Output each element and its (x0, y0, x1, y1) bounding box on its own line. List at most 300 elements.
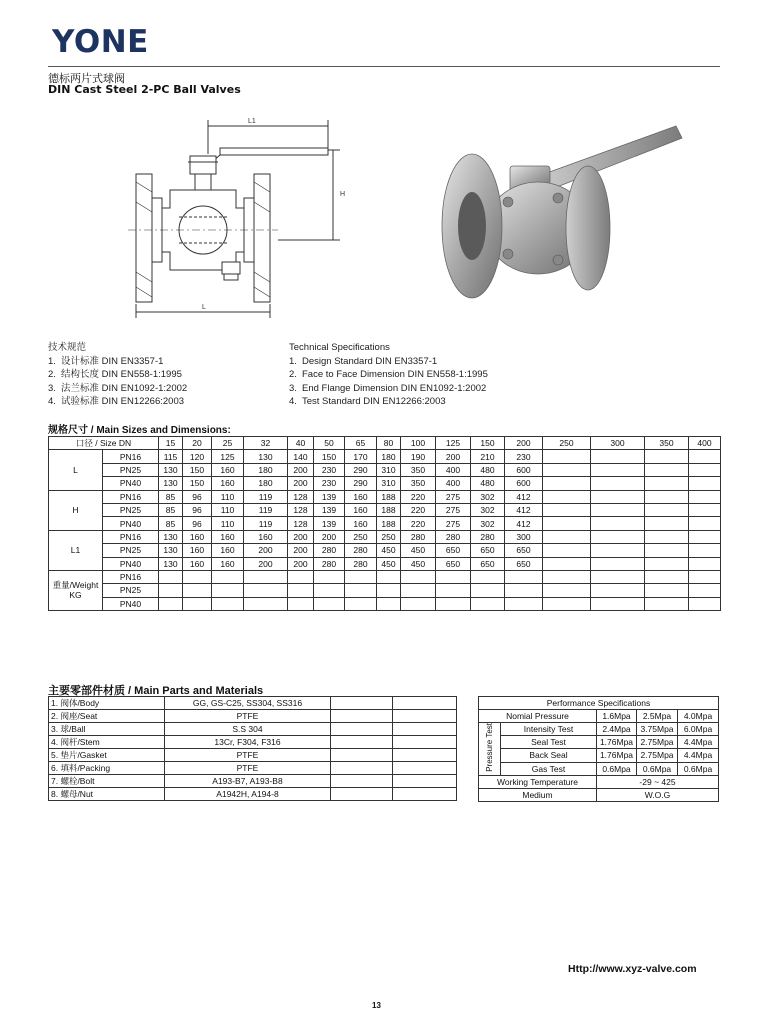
part-material-cell: 13Cr, F304, F316 (165, 736, 331, 749)
dims-value-cell (645, 570, 689, 583)
dims-value-cell: 650 (436, 557, 471, 570)
dims-size-cell: 400 (689, 437, 721, 450)
perf-title: Performance Specifications (479, 697, 719, 710)
table-row (49, 503, 721, 516)
dims-pn-cell: PN40 (103, 557, 159, 570)
dims-value-cell: 128 (288, 503, 314, 516)
dims-value-cell (183, 584, 212, 597)
dims-size-cell: 15 (159, 437, 183, 450)
dims-value-cell (689, 530, 721, 543)
dims-value-cell: 230 (314, 477, 345, 490)
perf-value-cell: 2.5Mpa (637, 710, 678, 723)
dims-value-cell: 280 (314, 544, 345, 557)
dims-value-cell: 110 (212, 490, 244, 503)
dims-value-cell: 200 (244, 544, 288, 557)
dims-value-cell: 119 (244, 517, 288, 530)
dims-value-cell (543, 450, 591, 463)
tech-spec-en-item: 4. Test Standard DIN EN12266:2003 (289, 396, 446, 407)
dims-value-cell: 160 (212, 557, 244, 570)
dims-value-cell: 188 (377, 517, 401, 530)
table-row (49, 710, 457, 723)
dims-value-cell: 130 (159, 477, 183, 490)
empty-cell (331, 762, 393, 775)
dims-value-cell (591, 530, 645, 543)
dims-value-cell (689, 477, 721, 490)
dims-value-cell: 480 (471, 463, 505, 476)
dims-value-cell: 412 (505, 490, 543, 503)
part-material-cell: A193-B7, A193-B8 (165, 775, 331, 788)
dims-value-cell: 96 (183, 503, 212, 516)
part-name-cell: 5. 垫片/Gasket (49, 749, 165, 762)
dims-value-cell: 160 (183, 557, 212, 570)
dims-value-cell: 280 (471, 530, 505, 543)
dims-pn-cell: PN25 (103, 503, 159, 516)
perf-pressure-test-group (479, 723, 501, 776)
dims-value-cell: 125 (212, 450, 244, 463)
dims-size-cell: 25 (212, 437, 244, 450)
dims-size-cell: 250 (543, 437, 591, 450)
dims-value-cell: 275 (436, 503, 471, 516)
dims-value-cell: 160 (212, 463, 244, 476)
table-row (49, 723, 457, 736)
dims-value-cell (689, 517, 721, 530)
part-name-cell: 6. 填料/Packing (49, 762, 165, 775)
dims-value-cell: 130 (159, 530, 183, 543)
part-name-cell: 3. 球/Ball (49, 723, 165, 736)
dims-value-cell (591, 544, 645, 557)
table-row (49, 736, 457, 749)
dims-value-cell: 412 (505, 503, 543, 516)
table-row (49, 490, 721, 503)
dims-value-cell: 450 (401, 557, 436, 570)
dims-value-cell: 160 (345, 490, 377, 503)
dims-value-cell: 200 (288, 463, 314, 476)
dims-value-cell: 85 (159, 490, 183, 503)
perf-temp-label: Working Temperature (479, 775, 597, 788)
dims-value-cell: 139 (314, 517, 345, 530)
dims-value-cell (591, 503, 645, 516)
perf-value-cell: 2.75Mpa (637, 736, 678, 749)
tech-spec-en-item: 2. Face to Face Dimension DIN EN558-1:1995 (289, 369, 488, 380)
dims-value-cell (288, 597, 314, 610)
dims-value-cell: 120 (183, 450, 212, 463)
tech-spec-en-item: 3. End Flange Dimension DIN EN1092-1:2002 (289, 382, 487, 394)
dims-value-cell: 302 (471, 490, 505, 503)
table-row (479, 723, 719, 736)
dims-value-cell (689, 544, 721, 557)
empty-cell (331, 736, 393, 749)
dims-value-cell: 230 (314, 463, 345, 476)
dims-value-cell: 210 (471, 450, 505, 463)
tech-specs-cn-heading: 技术规范 (48, 342, 87, 353)
empty-cell (331, 788, 393, 801)
dims-value-cell (645, 557, 689, 570)
parts-table (48, 696, 457, 801)
dims-size-cell: 200 (505, 437, 543, 450)
part-name-cell: 4. 阀杆/Stem (49, 736, 165, 749)
dims-value-cell: 200 (288, 530, 314, 543)
perf-value-cell: 4.0Mpa (678, 710, 719, 723)
dims-value-cell (591, 597, 645, 610)
dims-value-cell (645, 584, 689, 597)
dims-value-cell (159, 597, 183, 610)
empty-cell (393, 762, 457, 775)
dims-value-cell: 290 (345, 477, 377, 490)
dims-value-cell (591, 450, 645, 463)
dims-value-cell (689, 570, 721, 583)
dims-value-cell: 150 (314, 450, 345, 463)
table-row (479, 749, 719, 762)
empty-cell (331, 723, 393, 736)
dims-value-cell (543, 584, 591, 597)
table-row (49, 544, 721, 557)
dims-pn-cell: PN25 (103, 463, 159, 476)
part-material-cell: PTFE (165, 762, 331, 775)
tech-spec-cn-item: 4. 试验标准 DIN EN12266:2003 (48, 396, 185, 407)
dims-value-cell (645, 503, 689, 516)
part-name-cell: 2. 阀座/Seat (49, 710, 165, 723)
dims-value-cell: 302 (471, 517, 505, 530)
dims-value-cell (689, 557, 721, 570)
dims-pn-cell: PN40 (103, 477, 159, 490)
dims-value-cell (591, 557, 645, 570)
dims-size-cell: 65 (345, 437, 377, 450)
perf-test-label: Back Seal (501, 749, 597, 762)
empty-cell (393, 697, 457, 710)
dims-value-cell (543, 544, 591, 557)
perf-value-cell: 6.0Mpa (678, 723, 719, 736)
dims-size-cell: 150 (471, 437, 505, 450)
dims-header-row (49, 437, 721, 450)
dims-value-cell (212, 570, 244, 583)
dims-value-cell (244, 570, 288, 583)
dims-value-cell: 302 (471, 503, 505, 516)
dims-value-cell (645, 463, 689, 476)
tech-spec-cn-item: 3. 法兰标准 DIN EN1092-1:2002 (48, 382, 188, 394)
dims-value-cell: 412 (505, 517, 543, 530)
dims-value-cell (377, 570, 401, 583)
dims-value-cell (591, 584, 645, 597)
dims-value-cell (689, 450, 721, 463)
dims-value-cell: 115 (159, 450, 183, 463)
dims-value-cell: 310 (377, 463, 401, 476)
dims-value-cell: 200 (244, 557, 288, 570)
dims-value-cell (183, 570, 212, 583)
perf-value-cell: 2.4Mpa (597, 723, 637, 736)
perf-medium-row (479, 788, 719, 801)
dims-value-cell: 110 (212, 503, 244, 516)
dims-value-cell: 650 (471, 557, 505, 570)
perf-test-label: Gas Test (501, 762, 597, 775)
dims-value-cell (543, 503, 591, 516)
title-english: DIN Cast Steel 2-PC Ball Valves (48, 83, 241, 96)
dims-value-cell: 450 (377, 544, 401, 557)
dims-pn-cell: PN16 (103, 490, 159, 503)
dims-value-cell (591, 477, 645, 490)
dims-value-cell: 200 (288, 477, 314, 490)
dims-value-cell: 200 (436, 450, 471, 463)
dims-value-cell (645, 517, 689, 530)
dimensions-table (48, 436, 721, 611)
dims-value-cell: 450 (401, 544, 436, 557)
perf-value-cell: 4.4Mpa (678, 736, 719, 749)
dims-value-cell: 150 (183, 463, 212, 476)
drawing-label-l: L (202, 304, 206, 311)
table-row (49, 463, 721, 476)
footer-url[interactable]: Http://www.xyz-valve.com (568, 963, 697, 975)
title-chinese: 德标两片式球阀 (48, 72, 125, 85)
dims-value-cell (505, 584, 543, 597)
dims-value-cell (689, 490, 721, 503)
dims-value-cell (288, 570, 314, 583)
table-row (49, 697, 457, 710)
dims-value-cell: 310 (377, 477, 401, 490)
dims-value-cell (345, 570, 377, 583)
tech-specs-chinese (48, 341, 187, 409)
dims-value-cell: 200 (288, 544, 314, 557)
valve-technical-drawing (128, 112, 348, 322)
dims-value-cell (591, 517, 645, 530)
dims-value-cell (314, 570, 345, 583)
dims-value-cell (314, 584, 345, 597)
perf-title-row (479, 697, 719, 710)
empty-cell (393, 775, 457, 788)
dims-group-label: H (49, 490, 103, 530)
dims-value-cell: 180 (244, 477, 288, 490)
dims-value-cell (471, 570, 505, 583)
dimensions-title: 规格尺寸 / Main Sizes and Dimensions: (48, 425, 231, 436)
dims-value-cell: 188 (377, 490, 401, 503)
dims-value-cell: 275 (436, 490, 471, 503)
dims-value-cell: 200 (314, 530, 345, 543)
dims-value-cell: 275 (436, 517, 471, 530)
dims-size-cell: 40 (288, 437, 314, 450)
empty-cell (393, 736, 457, 749)
dims-value-cell: 450 (377, 557, 401, 570)
dims-group-label: 重量/Weight KG (49, 570, 103, 610)
dims-value-cell: 600 (505, 463, 543, 476)
dims-value-cell (345, 597, 377, 610)
empty-cell (331, 775, 393, 788)
dims-value-cell: 280 (345, 557, 377, 570)
dims-value-cell (645, 530, 689, 543)
table-row (49, 597, 721, 610)
dims-value-cell: 160 (345, 517, 377, 530)
table-row (479, 762, 719, 775)
dims-value-cell: 119 (244, 503, 288, 516)
dims-value-cell (471, 597, 505, 610)
dims-value-cell: 110 (212, 517, 244, 530)
perf-test-label: Intensity Test (501, 723, 597, 736)
perf-value-cell: 4.4Mpa (678, 749, 719, 762)
dims-value-cell: 220 (401, 517, 436, 530)
dims-value-cell: 96 (183, 490, 212, 503)
dims-value-cell: 300 (505, 530, 543, 543)
dims-value-cell (689, 584, 721, 597)
dims-value-cell (689, 597, 721, 610)
table-row (49, 749, 457, 762)
performance-table (478, 696, 719, 802)
dims-value-cell: 280 (314, 557, 345, 570)
part-name-cell: 7. 螺栓/Bolt (49, 775, 165, 788)
dims-value-cell: 350 (401, 463, 436, 476)
dims-value-cell (543, 490, 591, 503)
dims-value-cell (645, 544, 689, 557)
perf-nominal-row (479, 710, 719, 723)
dims-value-cell (183, 597, 212, 610)
dims-value-cell (645, 477, 689, 490)
dims-size-cell: 300 (591, 437, 645, 450)
dims-value-cell: 600 (505, 477, 543, 490)
table-row (479, 736, 719, 749)
dims-value-cell (436, 597, 471, 610)
dims-value-cell (543, 463, 591, 476)
dims-value-cell (543, 597, 591, 610)
dims-value-cell (591, 490, 645, 503)
part-material-cell: S.S 304 (165, 723, 331, 736)
dims-value-cell: 280 (345, 544, 377, 557)
dims-value-cell: 188 (377, 503, 401, 516)
dims-value-cell (401, 570, 436, 583)
dims-value-cell: 160 (345, 503, 377, 516)
perf-value-cell: 3.75Mpa (637, 723, 678, 736)
parts-title: 主要零部件材质 / Main Parts and Materials (48, 685, 264, 697)
perf-value-cell: 2.75Mpa (637, 749, 678, 762)
part-material-cell: GG, GS-C25, SS304, SS316 (165, 697, 331, 710)
dims-value-cell (377, 597, 401, 610)
dims-pn-cell: PN16 (103, 530, 159, 543)
dims-value-cell (212, 597, 244, 610)
empty-cell (393, 788, 457, 801)
dims-value-cell (244, 584, 288, 597)
empty-cell (393, 723, 457, 736)
dims-value-cell: 139 (314, 490, 345, 503)
dims-value-cell: 130 (159, 463, 183, 476)
dims-value-cell (543, 477, 591, 490)
dims-value-cell: 85 (159, 503, 183, 516)
perf-medium-label: Medium (479, 788, 597, 801)
dims-size-cell: 80 (377, 437, 401, 450)
dims-value-cell (314, 597, 345, 610)
tech-spec-cn-item: 1. 设计标准 DIN EN3357-1 (48, 355, 164, 367)
table-row (49, 570, 721, 583)
dims-value-cell (436, 570, 471, 583)
dims-value-cell (689, 503, 721, 516)
dims-value-cell (591, 570, 645, 583)
dims-value-cell: 130 (159, 557, 183, 570)
dims-value-cell: 160 (244, 530, 288, 543)
empty-cell (393, 749, 457, 762)
dims-group-label: L1 (49, 530, 103, 570)
perf-temp-row (479, 775, 719, 788)
perf-value-cell: 0.6Mpa (678, 762, 719, 775)
dims-size-cell: 32 (244, 437, 288, 450)
dims-pn-cell: PN25 (103, 584, 159, 597)
table-row (49, 517, 721, 530)
dims-value-cell: 400 (436, 477, 471, 490)
dims-group-label: L (49, 450, 103, 490)
dims-value-cell: 190 (401, 450, 436, 463)
dims-value-cell: 250 (377, 530, 401, 543)
dims-value-cell: 230 (505, 450, 543, 463)
dims-value-cell (543, 570, 591, 583)
dims-value-cell (401, 597, 436, 610)
perf-pressure-test-label: Pressure Test (484, 723, 494, 772)
perf-nominal-label: Nomial Pressure (479, 710, 597, 723)
dims-value-cell: 96 (183, 517, 212, 530)
part-name-cell: 8. 螺母/Nut (49, 788, 165, 801)
part-material-cell: PTFE (165, 749, 331, 762)
dims-value-cell: 220 (401, 490, 436, 503)
dims-value-cell: 290 (345, 463, 377, 476)
dims-value-cell (377, 584, 401, 597)
perf-value-cell: 0.6Mpa (597, 762, 637, 775)
table-row (49, 788, 457, 801)
dims-header-size-label: 口径 / Size DN (49, 437, 159, 450)
dims-pn-cell: PN40 (103, 517, 159, 530)
empty-cell (393, 710, 457, 723)
dims-value-cell: 140 (288, 450, 314, 463)
dims-value-cell: 220 (401, 503, 436, 516)
table-row (49, 762, 457, 775)
empty-cell (331, 697, 393, 710)
dims-value-cell (645, 490, 689, 503)
dims-value-cell: 250 (345, 530, 377, 543)
drawing-label-h: H (340, 191, 346, 198)
perf-medium-value: W.O.G (597, 788, 719, 801)
dims-value-cell (471, 584, 505, 597)
dims-value-cell (689, 463, 721, 476)
dims-value-cell: 128 (288, 517, 314, 530)
dims-value-cell: 280 (401, 530, 436, 543)
dims-value-cell (543, 517, 591, 530)
table-row (49, 530, 721, 543)
dims-value-cell: 130 (159, 544, 183, 557)
dims-value-cell (543, 530, 591, 543)
dims-value-cell (159, 570, 183, 583)
valve-product-photo (438, 120, 718, 310)
dims-value-cell: 200 (288, 557, 314, 570)
drawing-label-l1: L1 (248, 118, 256, 125)
dims-pn-cell: PN40 (103, 597, 159, 610)
dims-value-cell: 650 (436, 544, 471, 557)
tech-spec-en-item: 1. Design Standard DIN EN3357-1 (289, 355, 438, 367)
dims-value-cell: 130 (244, 450, 288, 463)
dims-value-cell (645, 597, 689, 610)
dims-value-cell: 128 (288, 490, 314, 503)
dims-value-cell: 650 (505, 557, 543, 570)
dims-value-cell: 160 (183, 544, 212, 557)
dims-value-cell: 160 (212, 477, 244, 490)
perf-value-cell: 1.76Mpa (597, 736, 637, 749)
part-material-cell: PTFE (165, 710, 331, 723)
table-row (49, 557, 721, 570)
dims-size-cell: 100 (401, 437, 436, 450)
dims-value-cell: 170 (345, 450, 377, 463)
dims-size-cell: 350 (645, 437, 689, 450)
dims-value-cell: 350 (401, 477, 436, 490)
tech-spec-cn-item: 2. 结构长度 DIN EN558-1:1995 (48, 369, 182, 380)
part-name-cell: 1. 阀体/Body (49, 697, 165, 710)
dims-value-cell: 160 (212, 544, 244, 557)
dims-value-cell (591, 463, 645, 476)
table-row (49, 775, 457, 788)
dims-size-cell: 50 (314, 437, 345, 450)
dims-value-cell: 139 (314, 503, 345, 516)
perf-value-cell: 1.6Mpa (597, 710, 637, 723)
brand-logo: YONE (52, 24, 149, 60)
perf-test-label: Seal Test (501, 736, 597, 749)
